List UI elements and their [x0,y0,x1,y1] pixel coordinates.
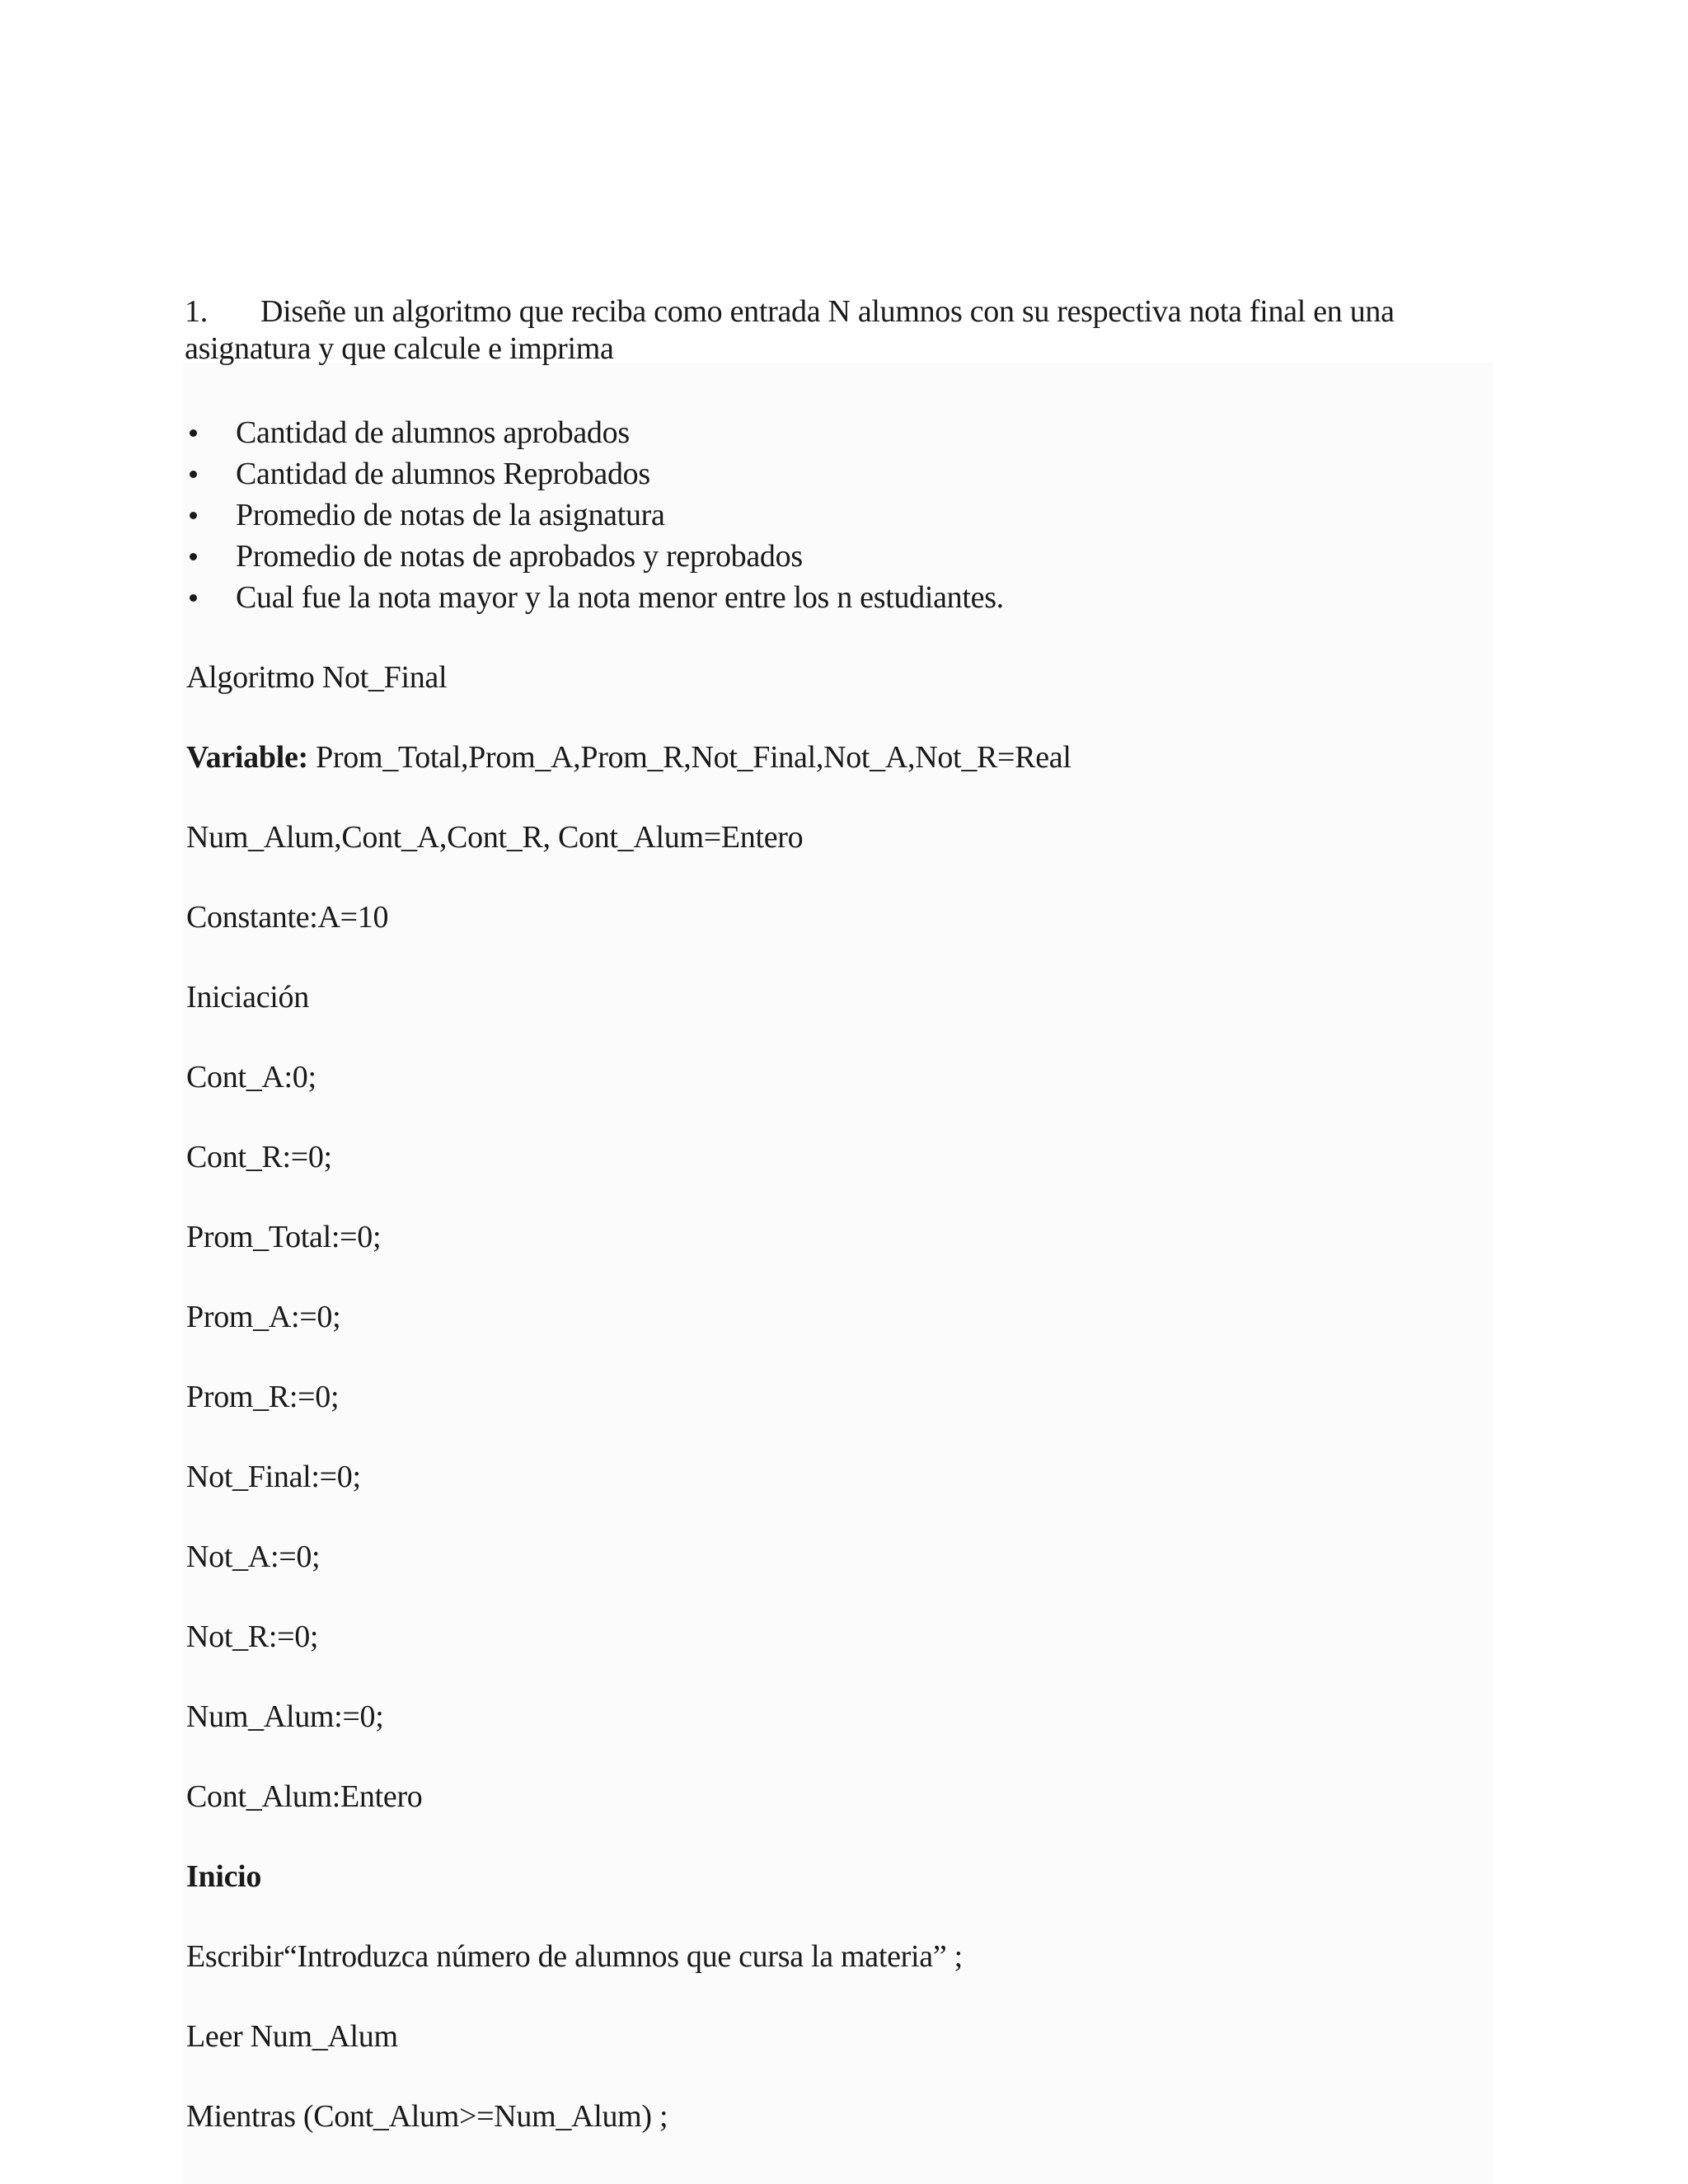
code-line: Prom_A:=0; [186,1300,341,1334]
exercise-statement [185,293,1489,368]
code-line: Not_R:=0; [186,1619,319,1654]
code-line: Prom_Total:=0; [186,1220,382,1254]
code-line: Not_Final:=0; [186,1460,361,1494]
code-line: Cont_A:0; [186,1060,316,1094]
code-line: Cont_R:=0; [186,1140,332,1174]
code-line: Num_Alum:=0; [186,1699,384,1734]
code-line: Cont_Alum:Entero [186,1779,423,1814]
initialization-heading: Iniciación [186,980,309,1015]
code-line: Not_A:=0; [186,1540,321,1574]
constant-declaration: Constante:A=10 [186,900,389,935]
code-line: Mientras (Cont_Alum>=Num_Alum) ; [186,2099,668,2134]
list-item: Cual fue la nota mayor y la nota menor entre los n estudiantes. [185,577,1004,618]
start-heading: Inicio [186,1859,262,1894]
exercise-text: Diseñe un algoritmo que reciba como entrada N alumnos con su respectiva nota final en una asignatura y que calcule e imprima [185,294,1395,366]
bullet-icon [190,553,197,560]
bullet-icon [190,471,197,478]
variable-declaration [186,739,1071,776]
bullet-icon [190,512,197,519]
code-line: Prom_R:=0; [186,1380,340,1414]
code-line: Escribir“Introduzca número de alumnos que cursa la materia” ; [186,1939,963,1974]
requirements-list [185,412,1004,618]
exercise-number: 1. [185,294,208,329]
variable-value: Prom_Total,Prom_A,Prom_R,Not_Final,Not_A,Not_R=Real [307,740,1071,775]
list-item: Promedio de notas de la asignatura [185,494,1004,536]
variable-label: Variable: [186,740,308,775]
list-item: Cantidad de alumnos Reprobados [185,453,1004,494]
bullet-icon [190,594,197,602]
algorithm-title: Algoritmo Not_Final [186,660,448,695]
bullet-icon [190,429,197,437]
content-area [183,363,1493,2184]
code-line: Leer Num_Alum [186,2019,398,2054]
list-item: Promedio de notas de aprobados y reprobados [185,536,1004,577]
list-item: Cantidad de alumnos aprobados [185,412,1004,453]
integer-declaration: Num_Alum,Cont_A,Cont_R, Cont_Alum=Entero [186,820,804,855]
